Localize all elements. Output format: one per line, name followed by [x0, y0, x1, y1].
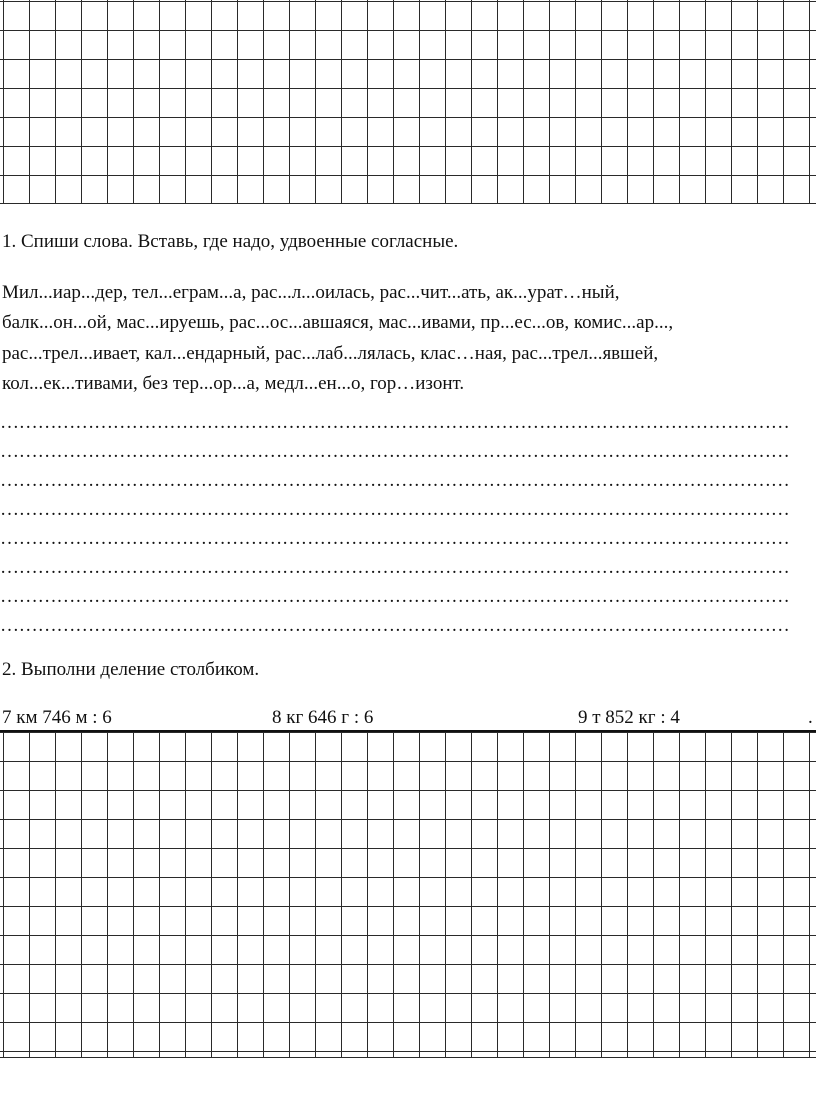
top-grid-paper [0, 0, 816, 204]
answer-line[interactable]: ……………………………………………………………………………………………………………… [0, 557, 790, 578]
answer-lines [0, 408, 816, 640]
division-problem-1: 7 км 746 м : 6 [2, 707, 112, 728]
division-problem-2: 8 кг 646 г : 6 [272, 707, 374, 728]
answer-line[interactable]: ……………………………………………………………………………………………………………… [0, 615, 790, 636]
word-line: рас...трел...ивает, кал...ендарный, рас...лаб...лялась, клас…ная, рас...трел...явшей, [2, 342, 659, 364]
task1-heading: 1. Спиши слова. Вставь, где надо, удвоенные согласные. [2, 231, 459, 252]
answer-line[interactable]: ……………………………………………………………………………………………………………… [0, 470, 790, 491]
word-line: Мил...иар...дер, тел...еграм...а, рас...л...оилась, рас...чит...ать, ак...урат…ный, [2, 282, 620, 303]
answer-line[interactable]: ……………………………………………………………………………………………………………… [0, 499, 790, 520]
answer-line[interactable]: ……………………………………………………………………………………………………………… [0, 441, 790, 462]
answer-line[interactable]: ……………………………………………………………………………………………………………… [0, 412, 790, 433]
trailing-period: . [808, 707, 813, 728]
answer-line[interactable]: ……………………………………………………………………………………………………………… [0, 586, 790, 607]
word-line: балк...он...ой, мас...ируешь, рас...ос...авшаяся, мас...ивами, пр...ес...ов, комис...ар..., [2, 312, 674, 334]
task1-word-list [2, 278, 673, 399]
word-line: кол...ек...тивами, без тер...ор...а, медл...ен...о, гор…изонт. [2, 372, 465, 394]
bottom-grid-paper[interactable] [0, 732, 816, 1058]
division-problem-3: 9 т 852 кг : 4 [578, 707, 680, 728]
answer-line[interactable]: ……………………………………………………………………………………………………………… [0, 528, 790, 549]
task2-heading: 2. Выполни деление столбиком. [2, 659, 260, 680]
